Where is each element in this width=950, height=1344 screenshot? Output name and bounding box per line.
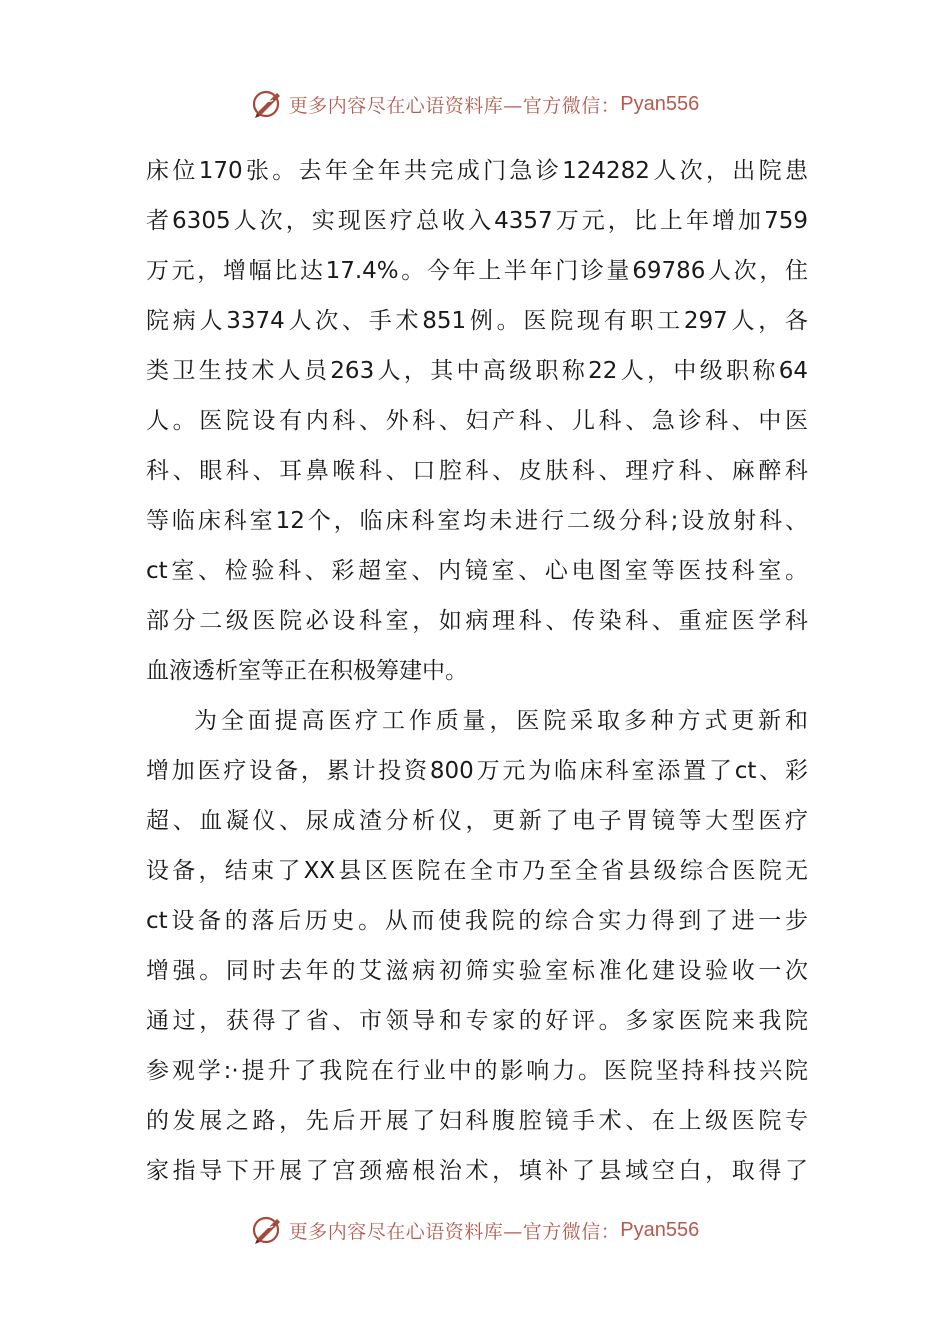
text-line: ct室、检验科、彩超室、内镜室、心电图室等医技科室。 xyxy=(146,558,808,584)
body-text xyxy=(146,146,808,1196)
paragraph xyxy=(146,696,808,1196)
text-line: 的发展之路，先后开展了妇科腹腔镜手术、在上级医院专 xyxy=(146,1108,808,1134)
footer-watermark-banner xyxy=(0,1212,950,1248)
text-line: 科、眼科、耳鼻喉科、口腔科、皮肤科、理疗科、麻醉科 xyxy=(146,458,808,484)
text-line: 增强。同时去年的艾滋病初筛实验室标准化建设验收一次 xyxy=(146,958,808,984)
text-line: 者6305人次，实现医疗总收入4357万元，比上年增加759 xyxy=(146,208,808,234)
banner-wechat-id: Pyan556 xyxy=(620,1218,700,1241)
text-line: 增加医疗设备，累计投资800万元为临床科室添置了ct、彩 xyxy=(146,758,808,784)
text-line: 人。医院设有内科、外科、妇产科、儿科、急诊科、中医 xyxy=(146,408,808,434)
text-line: 类卫生技术人员263人，其中高级职称22人，中级职称64 xyxy=(146,358,808,384)
banner-text: 更多内容尽在心语资料库—官方微信： xyxy=(288,94,621,117)
text-line: 床位170张。去年全年共完成门急诊124282人次，出院患 xyxy=(146,158,808,184)
text-line: 院病人3374人次、手术851例。医院现有职工297人，各 xyxy=(146,308,808,334)
text-line: 通过，获得了省、市领导和专家的好评。多家医院来我院 xyxy=(146,1008,808,1034)
banner-text: 更多内容尽在心语资料库—官方微信： xyxy=(288,1220,621,1243)
pen-logo-icon xyxy=(251,87,285,121)
text-line: 为全面提高医疗工作质量，医院采取多种方式更新和 xyxy=(194,708,808,734)
text-line: 设备，结束了XX县区医院在全市乃至全省县级综合医院无 xyxy=(146,858,808,884)
paragraph xyxy=(146,146,808,696)
text-line: ct设备的落后历史。从而使我院的综合实力得到了进一步 xyxy=(146,908,808,934)
header-watermark-banner xyxy=(0,86,950,122)
text-line: 部分二级医院必设科室，如病理科、传染科、重症医学科 xyxy=(146,608,808,634)
pen-logo-icon xyxy=(251,1213,285,1247)
text-line: 家指导下开展了宫颈癌根治术，填补了县域空白，取得了 xyxy=(146,1158,808,1184)
banner-wechat-id: Pyan556 xyxy=(620,92,700,115)
text-line: 超、血凝仪、尿成渣分析仪，更新了电子胃镜等大型医疗 xyxy=(146,808,808,834)
text-line: 参观学:·提升了我院在行业中的影响力。医院坚持科技兴院 xyxy=(146,1058,808,1084)
text-line: 万元，增幅比达17.4%。今年上半年门诊量69786人次，住 xyxy=(146,258,808,284)
text-line: 等临床科室12个，临床科室均未进行二级分科;设放射科、 xyxy=(146,508,808,534)
text-line: 血液透析室等正在积极筹建中。 xyxy=(146,658,468,684)
